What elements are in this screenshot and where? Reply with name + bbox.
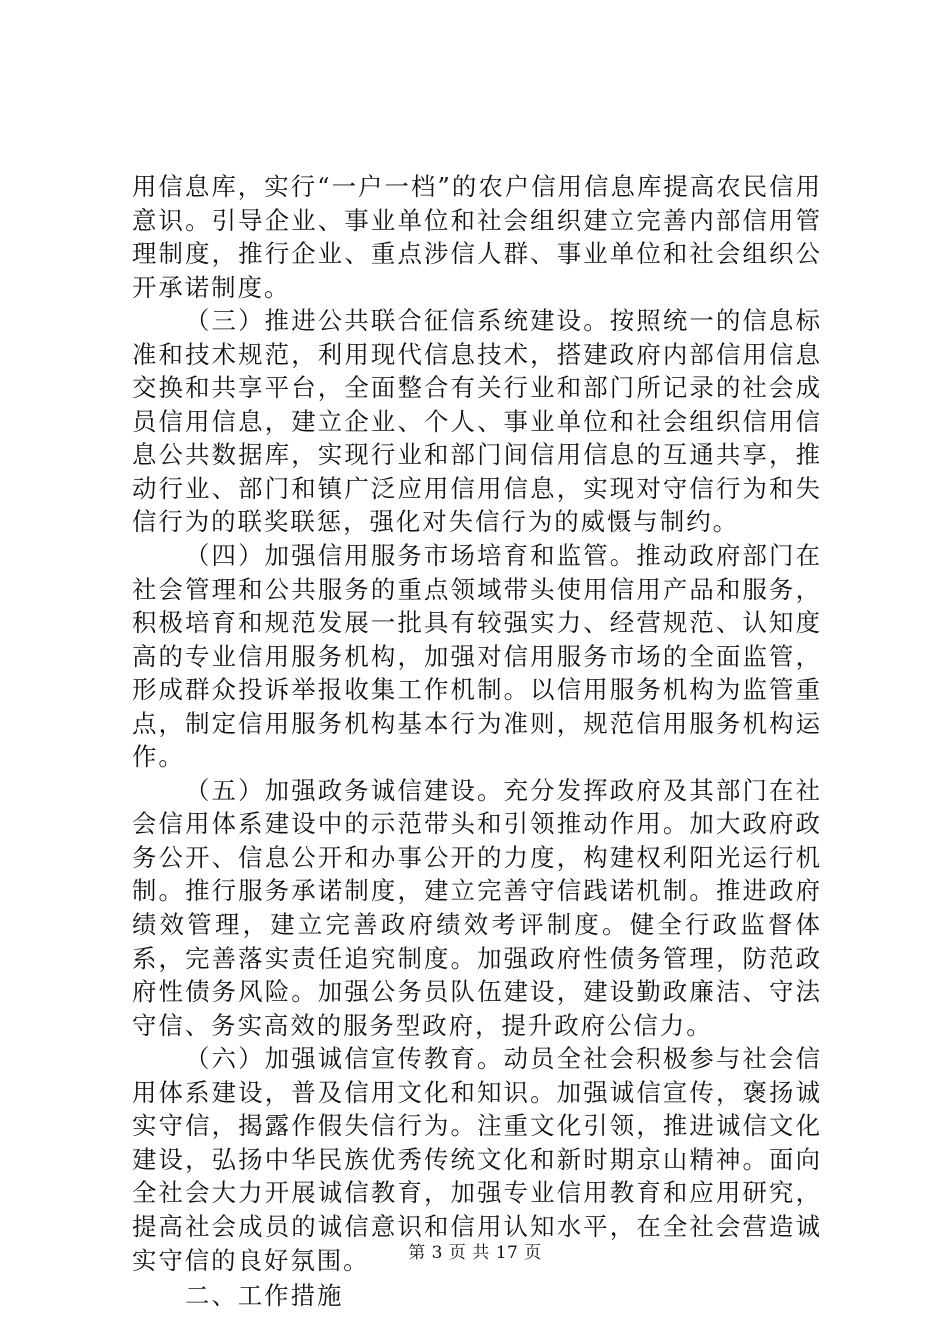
paragraph-section-4: （四）加强信用服务市场培育和监管。推动政府部门在社会管理和公共服务的重点领域带头使用信用产品和服务，积极培育和规范发展一批具有较强实力、经营规范、认知度高的专业信用服务机构，加强对信用服务市场的全面监管，形成群众投诉举报收集工作机制。以信用服务机构为监管重点，制定信用服务机构基本行为准则，规范信用服务机构运作。: [132, 541, 822, 772]
paragraph-continued: 用信息库，实行“一户一档”的农户信用信息库提高农民信用意识。引导企业、事业单位和社会组织建立完善内部信用管理制度，推行企业、重点涉信人群、事业单位和社会组织公开承诺制度。: [132, 172, 822, 302]
paragraph-section-6: （六）加强诚信宣传教育。动员全社会积极参与社会信用体系建设，普及信用文化和知识。加强诚信宣传，褒扬诚实守信，揭露作假失信行为。注重文化引领，推进诚信文化建设，弘扬中华民族优秀传统文化和新时期京山精神。面向全社会大力开展诚信教育，加强专业信用教育和应用研究，提高社会成员的诚信意识和信用认知水平，在全社会营造诚实守信的良好氛围。: [132, 1044, 822, 1275]
document-body: [132, 170, 822, 1313]
paragraph-section-5: （五）加强政务诚信建设。充分发挥政府及其部门在社会信用体系建设中的示范带头和引领推动作用。加大政府政务公开、信息公开和办事公开的力度，构建权利阳光运行机制。推行服务承诺制度，建立完善守信践诺机制。推进政府绩效管理，建立完善政府绩效考评制度。健全行政监督体系，完善落实责任追究制度。加强政府性债务管理，防范政府性债务风险。加强公务员队伍建设，建设勤政廉洁、守法守信、务实高效的服务型政府，提升政府公信力。: [132, 775, 822, 1040]
paragraph-section-3: （三）推进公共联合征信系统建设。按照统一的信息标准和技术规范，利用现代信息技术，搭建政府内部信用信息交换和共享平台，全面整合有关行业和部门所记录的社会成员信用信息，建立企业、个人、事业单位和社会组织信用信息公共数据库，实现行业和部门间信用信息的互通共享，推动行业、部门和镇广泛应用信用信息，实现对守信行为和失信行为的联奖联惩，强化对失信行为的威慑与制约。: [132, 306, 822, 537]
section-heading: 二、工作措施: [185, 1281, 344, 1311]
page-footer: 第 3 页 共 17 页: [408, 1243, 542, 1263]
